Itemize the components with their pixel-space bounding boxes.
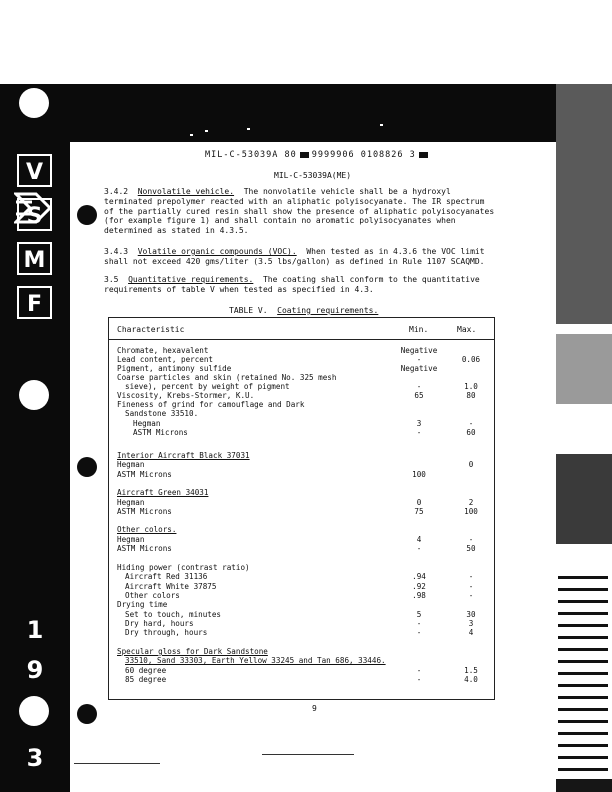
scan-noise-block (556, 334, 612, 404)
header-rule (109, 339, 494, 340)
scan-stripe (558, 672, 608, 675)
paragraph-line: of the partially cured resin shall show the presence of aliphatic polyisocyanates (104, 206, 495, 216)
min-cell: - (416, 628, 422, 637)
max-cell: - (468, 419, 474, 428)
table-row (117, 525, 492, 534)
characteristic-cell: Dry through, hours (125, 628, 208, 637)
table-row (117, 666, 492, 675)
characteristic-cell: Lead content, percent (117, 355, 214, 364)
characteristic-cell: Chromate, hexavalent (117, 346, 209, 355)
column-header-characteristic: Characteristic (117, 325, 185, 334)
characteristic-cell: sieve), percent by weight of pigment (125, 382, 290, 391)
scan-noise-block (556, 454, 612, 544)
paragraph-voc (104, 247, 506, 267)
scan-stripe (558, 636, 608, 639)
characteristic-cell: Hiding power (contrast ratio) (117, 563, 250, 572)
punch-hole-mark (77, 704, 97, 724)
characteristic-cell: 85 degree (125, 675, 167, 684)
paragraph-title: Volatile organic compounds (VOC). (137, 247, 297, 256)
characteristic-cell: Hegman (117, 535, 145, 544)
table-row (117, 364, 492, 373)
paragraph-line: requirements of table V when tested as specified in 4.3. (104, 284, 374, 294)
min-cell: 75 (414, 507, 424, 516)
characteristic-cell: ASTM Microns (117, 470, 172, 479)
max-cell: 60 (466, 428, 476, 437)
scan-speck (205, 130, 208, 132)
scan-right-edge (556, 84, 612, 792)
characteristic-cell: Other colors (125, 591, 180, 600)
table-row (117, 470, 492, 479)
min-cell: 65 (414, 391, 424, 400)
table-row (117, 544, 492, 553)
table-row (117, 563, 492, 572)
min-cell: .98 (412, 591, 426, 600)
min-cell: 4 (416, 535, 422, 544)
sidebar-letter-s: S (17, 198, 52, 231)
min-cell: - (416, 544, 422, 553)
characteristic-cell: ASTM Microns (117, 544, 172, 553)
scan-stripe (558, 732, 608, 735)
scan-speck (380, 124, 383, 126)
table-row (117, 591, 492, 600)
scan-speck (247, 128, 250, 130)
paragraph-line: determined as stated in 4.3.5. (104, 226, 249, 236)
table-row (117, 451, 492, 460)
table-row (117, 656, 492, 665)
scan-stripe (558, 588, 608, 591)
max-cell: 2 (468, 498, 474, 507)
paragraph-line: (for example figure 1) and shall contain no aromatic polyisocyanates when (104, 216, 456, 226)
paragraph-title: Quantitative requirements. (128, 275, 254, 284)
binder-hole (19, 88, 49, 118)
scan-stripe (558, 624, 608, 627)
characteristic-cell: Fineness of grind for camouflage and Dark (117, 400, 305, 409)
max-cell: 4.0 (464, 675, 478, 684)
table-row (117, 419, 492, 428)
table-row (117, 619, 492, 628)
table-row (117, 391, 492, 400)
min-cell: - (416, 619, 422, 628)
characteristic-cell: Drying time (117, 600, 168, 609)
table-row (117, 582, 492, 591)
table-row (117, 488, 492, 497)
scan-stripe (558, 768, 608, 771)
paragraph-quantitative-requirements (104, 275, 506, 295)
punch-hole-mark (77, 457, 97, 477)
paragraph-nonvolatile-vehicle (104, 187, 506, 236)
characteristic-cell: Set to touch, minutes (125, 610, 222, 619)
document-control-number (205, 150, 431, 160)
binder-hole (19, 380, 49, 410)
characteristic-cell: Coarse particles and skin (retained No. 325 mesh (117, 373, 337, 382)
characteristic-cell: 60 degree (125, 666, 167, 675)
table-row (117, 572, 492, 581)
scan-noise-block (556, 779, 612, 792)
min-cell: .92 (412, 582, 426, 591)
characteristic-cell: Sandstone 33510. (125, 409, 199, 418)
control-code-left: MIL-C-53039A 80 (205, 150, 297, 160)
max-cell: 4 (468, 628, 474, 637)
characteristic-cell: Hegman (133, 419, 161, 428)
scan-stripe (558, 576, 608, 579)
max-cell: 80 (466, 391, 476, 400)
max-cell: 1.0 (464, 382, 478, 391)
sidebar-digit-1: 1 (26, 616, 44, 644)
characteristic-cell: ASTM Microns (133, 428, 188, 437)
characteristic-cell: Aircraft Green 34031 (117, 488, 209, 497)
column-header-max: Max. (457, 325, 477, 334)
characteristic-cell: ASTM Microns (117, 507, 172, 516)
table-row (117, 409, 492, 418)
paragraph-number: 3.5 (104, 275, 119, 284)
scan-stripe (558, 708, 608, 711)
binder-hole (19, 696, 49, 726)
paragraph-number: 3.4.3 (104, 247, 129, 256)
column-header-min: Min. (409, 325, 429, 334)
table-row (117, 400, 492, 409)
scan-stripe (558, 744, 608, 747)
pen-mark (262, 754, 354, 755)
paragraph-number: 3.4.2 (104, 187, 129, 196)
paragraph-line: The nonvolatile vehicle shall be a hydroxyl (243, 187, 451, 196)
min-cell: 0 (416, 498, 422, 507)
max-cell: 0.06 (461, 355, 481, 364)
scan-stripe (558, 696, 608, 699)
control-code-right: 9999906 0108826 3 (311, 150, 416, 160)
max-cell: 50 (466, 544, 476, 553)
table-row (117, 675, 492, 684)
table-row (117, 610, 492, 619)
max-cell: 30 (466, 610, 476, 619)
scan-speck (190, 134, 193, 136)
redaction-bar (419, 152, 428, 158)
scan-top-band (0, 84, 612, 142)
characteristic-cell: 33510, Sand 33303, Earth Yellow 33245 and Tan 686, 33446. (125, 656, 386, 665)
max-cell: 1.5 (464, 666, 478, 675)
scan-stripe (558, 600, 608, 603)
max-cell: 3 (468, 619, 474, 628)
scan-stripe (558, 720, 608, 723)
table-row (117, 373, 492, 382)
sidebar-letter-v: V (17, 154, 52, 187)
min-cell: 3 (416, 419, 422, 428)
table-row (117, 498, 492, 507)
min-cell: - (416, 355, 422, 364)
table-caption (229, 306, 378, 315)
characteristic-cell: Aircraft White 37875 (125, 582, 217, 591)
table-row (117, 460, 492, 469)
sidebar-letter-f: F (17, 286, 52, 319)
scan-stripe (558, 612, 608, 615)
paragraph-line: terminated prepolymer reacted with an aliphatic polyisocyanate. The IR spectrum (104, 196, 485, 206)
max-cell: - (468, 572, 474, 581)
characteristic-cell: Other colors. (117, 525, 177, 534)
max-cell: - (468, 582, 474, 591)
characteristic-cell: Hegman (117, 460, 145, 469)
vsmf-sidebar (0, 84, 70, 792)
characteristic-cell: Pigment, antimony sulfide (117, 364, 232, 373)
scan-stripe (558, 648, 608, 651)
characteristic-cell: Interior Aircraft Black 37031 (117, 451, 250, 460)
punch-hole-mark (77, 205, 97, 225)
sidebar-letter-m: M (17, 242, 52, 275)
table-row (117, 355, 492, 364)
characteristic-cell: Aircraft Red 31136 (125, 572, 208, 581)
scan-stripe (558, 756, 608, 759)
max-cell: 0 (468, 460, 474, 469)
max-cell: - (468, 591, 474, 600)
table-row (117, 346, 492, 355)
table-row (117, 507, 492, 516)
table-row (117, 647, 492, 656)
min-cell: Negative (400, 364, 438, 373)
paragraph-title: Nonvolatile vehicle. (137, 187, 235, 196)
table-caption-prefix: TABLE V. (229, 306, 268, 315)
min-cell: 5 (416, 610, 422, 619)
redaction-bar (300, 152, 309, 158)
table-row (117, 428, 492, 437)
table-row (117, 535, 492, 544)
characteristic-cell: Dry hard, hours (125, 619, 194, 628)
paragraph-line: The coating shall conform to the quantitative (262, 275, 480, 284)
min-cell: 100 (412, 470, 426, 479)
paragraph-line: When tested as in 4.3.6 the VOC limit (306, 247, 485, 256)
spec-number: MIL-C-53039A(ME) (274, 171, 352, 180)
characteristic-cell: Viscosity, Krebs-Stormer, K.U. (117, 391, 255, 400)
coating-requirements-table (108, 317, 495, 700)
scan-noise-block (556, 84, 612, 324)
max-cell: 100 (464, 507, 478, 516)
paragraph-line: shall not exceed 420 gms/liter (3.5 lbs/gallon) as defined in Rule 1107 SCAQMD. (104, 256, 485, 266)
table-row (117, 628, 492, 637)
pen-mark (74, 763, 160, 764)
page-number: 9 (312, 704, 317, 713)
characteristic-cell: Specular gloss for Dark Sandstone (117, 647, 268, 656)
table-caption-title: Coating requirements. (277, 306, 379, 315)
max-cell: - (468, 535, 474, 544)
scan-stripe (558, 660, 608, 663)
scan-stripe (558, 684, 608, 687)
table-row (117, 600, 492, 609)
table-row (117, 382, 492, 391)
min-cell: - (416, 428, 422, 437)
min-cell: Negative (400, 346, 438, 355)
sidebar-digit-9: 9 (26, 656, 44, 684)
min-cell: - (416, 666, 422, 675)
min-cell: - (416, 675, 422, 684)
min-cell: - (416, 382, 422, 391)
min-cell: .94 (412, 572, 426, 581)
sidebar-digit-3: 3 (26, 744, 44, 772)
characteristic-cell: Hegman (117, 498, 145, 507)
